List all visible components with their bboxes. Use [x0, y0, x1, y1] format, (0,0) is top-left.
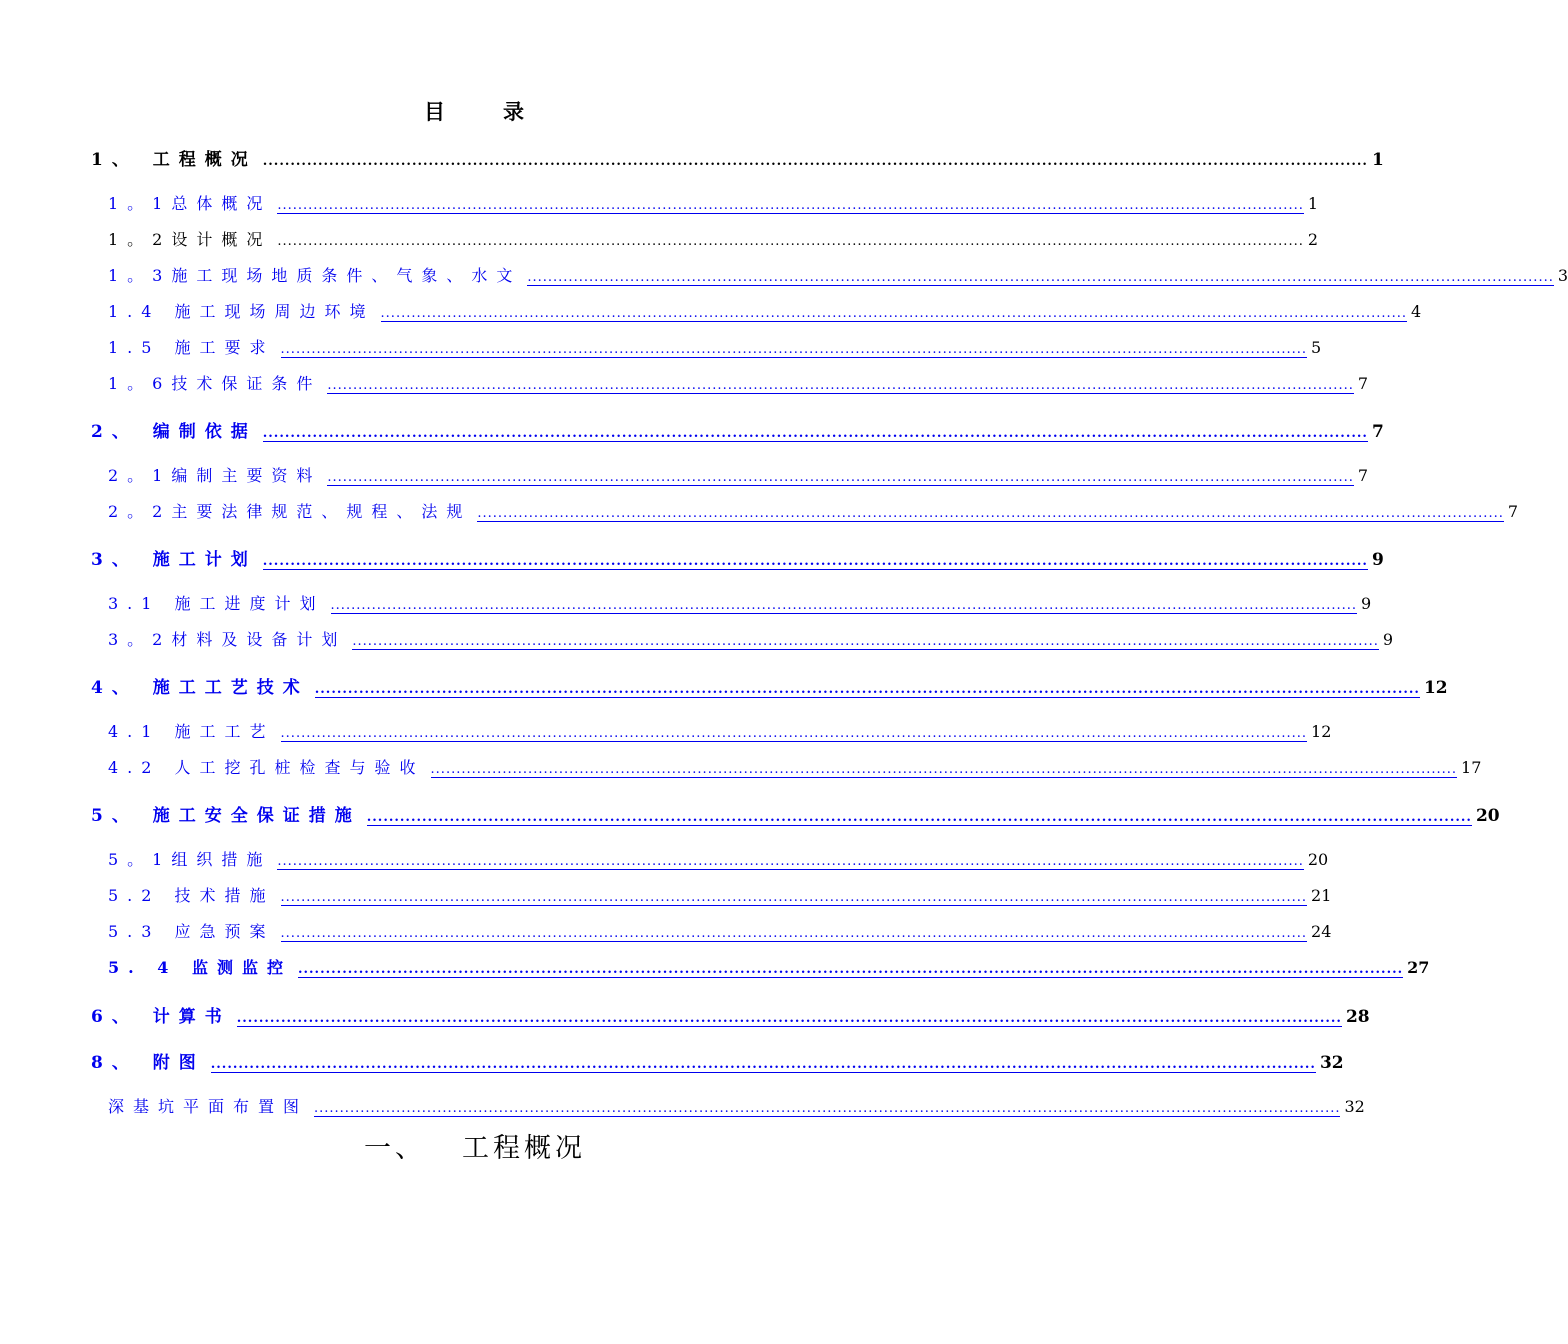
toc-entry-label: 6、 计算书: [91, 1007, 231, 1027]
toc-entry[interactable]: [91, 1048, 1344, 1073]
toc-entry-label: 4.1 施工工艺: [108, 722, 275, 741]
toc-entry-leader: ........................................................................................................................................................................................................: [280, 926, 1308, 941]
toc-entry: [91, 145, 1384, 170]
toc-entry-label: 3。2材料及设备计划: [108, 630, 347, 649]
toc-entry-label: 3.1 施工进度计划: [108, 594, 325, 613]
toc-entry-label: 2。2主要法律规范、规程、法规: [108, 502, 472, 521]
toc-entry[interactable]: [91, 1002, 1370, 1027]
toc-entry-label: 3、 施工计划: [91, 550, 257, 570]
toc-entry-leader: ........................................................................................................................................................................................................: [262, 554, 1368, 569]
toc-entry-leader: ........................................................................................................................................................................................................: [277, 198, 1304, 213]
toc-entry-page: 17: [1461, 758, 1482, 777]
toc-entry[interactable]: [108, 371, 1369, 395]
toc-entry-leader: ........................................................................................................................................................................................................: [430, 762, 1458, 777]
toc-entry[interactable]: [108, 335, 1322, 359]
toc-entry[interactable]: [108, 883, 1332, 907]
toc-entry-page: 9: [1361, 594, 1372, 613]
toc-entry-leader: ........................................................................................................................................................................................................: [277, 234, 1304, 249]
toc-entry-leader: ........................................................................................................................................................................................................: [330, 598, 1358, 613]
toc-entry[interactable]: [108, 299, 1422, 323]
toc-entry[interactable]: [108, 755, 1482, 779]
toc-entry-page: 5: [1311, 338, 1322, 357]
toc-entry-page: 12: [1311, 722, 1332, 741]
toc-entry[interactable]: [108, 719, 1332, 743]
toc-entry-label: 8、 附图: [91, 1053, 205, 1073]
toc-entry-page: 7: [1357, 466, 1369, 485]
toc-entry-label: 1.4 施工现场周边环境: [108, 302, 375, 321]
section-heading-text: 工程概况: [462, 1133, 586, 1164]
toc-entry[interactable]: [91, 417, 1384, 442]
toc-entry-page: 24: [1311, 922, 1332, 941]
toc-entry[interactable]: [108, 919, 1332, 943]
toc-entry-label: 5. 4 监测监控: [108, 958, 292, 977]
toc-entry-page: 12: [1423, 678, 1448, 698]
toc-entry-page: 27: [1407, 958, 1430, 977]
toc-entry: [108, 227, 1319, 251]
toc-entry-leader: ........................................................................................................................................................................................................: [236, 1011, 1342, 1026]
toc-entry-label: 1.5 施工要求: [108, 338, 275, 357]
toc-entry-page: 20: [1475, 806, 1500, 826]
toc-entry[interactable]: [91, 545, 1384, 570]
toc-entry[interactable]: [91, 801, 1500, 826]
toc-entry[interactable]: [108, 627, 1394, 651]
toc-entry-label: 1、 工程概况: [91, 150, 257, 170]
toc-entry-leader: ........................................................................................................................................................................................................: [477, 506, 1504, 521]
toc-entry-leader: ........................................................................................................................................................................................................: [280, 726, 1308, 741]
toc-entry-label: 4.2 人工挖孔桩检查与验收: [108, 758, 425, 777]
toc-entry-page: 7: [1507, 502, 1519, 521]
toc-entry-page: 9: [1382, 630, 1394, 649]
toc-entry-page: 7: [1371, 422, 1384, 442]
toc-entry-leader: ........................................................................................................................................................................................................: [314, 1101, 1341, 1116]
toc-entry-leader: ........................................................................................................................................................................................................: [280, 890, 1308, 905]
toc-entry-leader: ........................................................................................................................................................................................................: [262, 154, 1368, 169]
toc-entry-label: 深基坑平面布置图: [108, 1097, 309, 1116]
toc-entry-page: 9: [1371, 550, 1384, 570]
toc-entry[interactable]: [108, 263, 1568, 287]
toc-title: [0, 96, 950, 126]
toc-title-right: 录: [503, 99, 526, 124]
toc-entry-page: 32: [1319, 1053, 1344, 1073]
toc-entry[interactable]: [108, 955, 1430, 979]
toc-title-left: 目: [424, 99, 447, 124]
toc-entry-leader: ........................................................................................................................................................................................................: [262, 426, 1368, 441]
toc-entry-leader: ........................................................................................................................................................................................................: [297, 962, 1404, 977]
toc-entry-page: 2: [1307, 230, 1319, 249]
toc-entry-page: 1: [1307, 194, 1319, 213]
toc-entry[interactable]: [108, 1094, 1365, 1118]
toc-entry-leader: ........................................................................................................................................................................................................: [527, 270, 1554, 285]
section-heading-number: 一、: [364, 1133, 426, 1164]
toc-entry-page: 20: [1307, 850, 1329, 869]
toc-entry-label: 2。1编制主要资料: [108, 466, 322, 485]
toc-entry[interactable]: [108, 499, 1519, 523]
toc-entry-label: 5、 施工安全保证措施: [91, 806, 361, 826]
toc-entry-page: 28: [1345, 1007, 1370, 1027]
toc-entry-leader: ........................................................................................................................................................................................................: [352, 634, 1379, 649]
toc-entry[interactable]: [108, 847, 1329, 871]
toc-entry-label: 1。2设计概况: [108, 230, 272, 249]
toc-entry-label: 2、 编制依据: [91, 422, 257, 442]
toc-entry-label: 1。3施工现场地质条件、气象、水文: [108, 266, 522, 285]
toc-entry-label: 5。1组织措施: [108, 850, 272, 869]
toc-entry-page: 7: [1357, 374, 1369, 393]
toc-entry-leader: ........................................................................................................................................................................................................: [327, 470, 1354, 485]
toc-entry[interactable]: [108, 463, 1369, 487]
toc-entry-label: 1。1总体概况: [108, 194, 272, 213]
toc-entry-leader: ........................................................................................................................................................................................................: [327, 378, 1354, 393]
toc-entry-leader: ........................................................................................................................................................................................................: [210, 1057, 1316, 1072]
toc-entry-label: 4、 施工工艺技术: [91, 678, 309, 698]
toc-entry-label: 5.3 应急预案: [108, 922, 275, 941]
toc-entry-leader: ........................................................................................................................................................................................................: [380, 306, 1408, 321]
toc-entry[interactable]: [108, 591, 1372, 615]
toc-entry-leader: ........................................................................................................................................................................................................: [314, 682, 1420, 697]
toc-entry-label: 1。6技术保证条件: [108, 374, 322, 393]
toc-entry-page: 21: [1311, 886, 1332, 905]
toc-entry-page: 32: [1344, 1097, 1365, 1116]
toc-entry-label: 5.2 技术措施: [108, 886, 275, 905]
toc-entry-leader: ........................................................................................................................................................................................................: [280, 342, 1308, 357]
toc-entry-leader: ........................................................................................................................................................................................................: [366, 810, 1472, 825]
toc-entry-page: 3: [1557, 266, 1568, 285]
section-heading: [0, 1126, 950, 1165]
toc-entry[interactable]: [91, 673, 1448, 698]
toc-entry-page: 4: [1411, 302, 1422, 321]
toc-entry[interactable]: [108, 191, 1319, 215]
toc-entry-page: 1: [1371, 150, 1384, 170]
toc-entry-leader: ........................................................................................................................................................................................................: [277, 854, 1304, 869]
